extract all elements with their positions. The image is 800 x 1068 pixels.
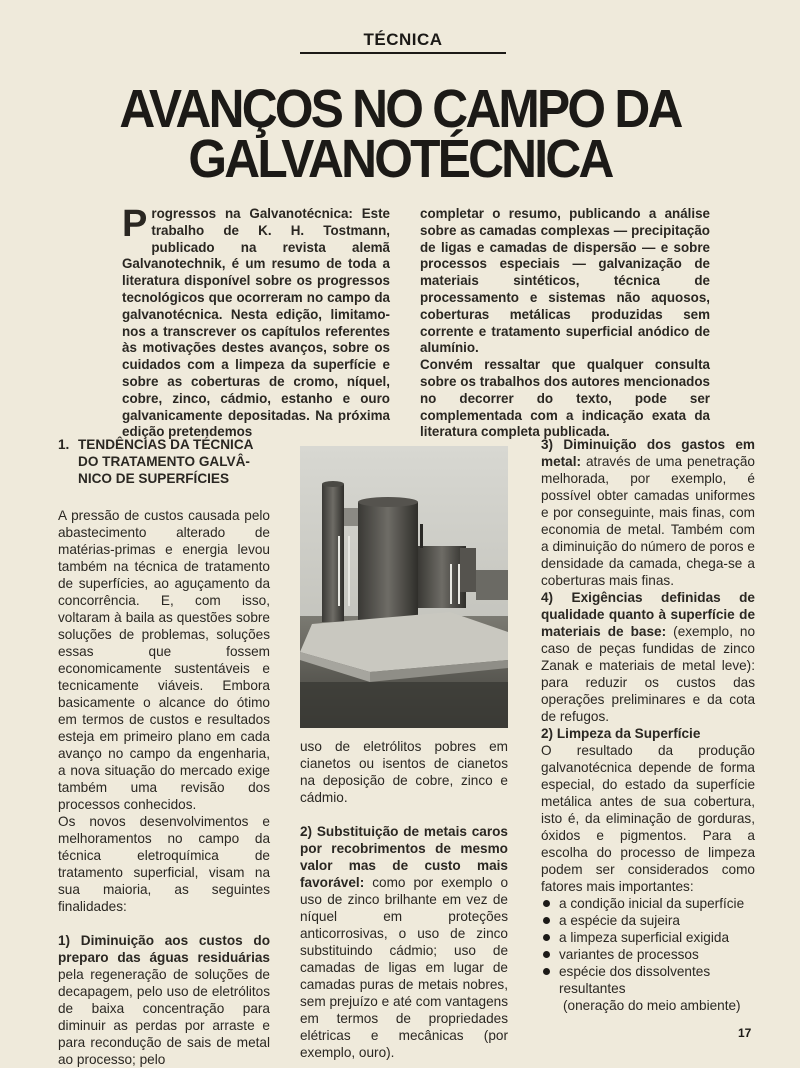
intro-left-column [122,203,390,441]
body-column-3 [541,436,755,1014]
paragraph: Os novos desenvolvimentos e melhoramentos no campo da técnica eletroquímica de tratamento superficial, visam na sua maioria, as seguintes finalidades: [58,814,270,914]
heading-line-1: TENDÊNCIAS DA TÉCNICA [78,437,254,452]
bullet-icon [543,934,550,941]
industrial-plant-photo [300,446,508,728]
intro-text-left: rogressos na Galvanotécnica: Este trabalho de K. H. Tostmann, publicado na revista alemã Galvanotechnik, é um resumo de toda a literatura disponível sobre os progressos tecnológicos que ocorreram no campo da galvanotécnica. Nesta edição, limitamo-nos a transcrever os capítulos referentes às motivações destes avanços, sobre os cuidados com a limpeza da superfície e sobre as coberturas de cromo, níquel, cobre, zinco, cádmio, estanho e ouro galvanicamente depositadas. Na próxima edição pretendemos [122,206,390,440]
section-label: TÉCNICA [300,30,506,54]
bullet-icon [543,917,550,924]
item-text: (exemplo, no caso de peças fundidas de zinco Zanak e materiais de metal leve): para reduzir os custos das operações preliminares e da cota de refugos. [541,624,755,724]
paragraph: uso de eletrólitos pobres em cianetos ou isentos de cianetos na deposição de cobre, zinco e cádmio. [300,739,508,805]
paragraph [58,932,270,1068]
bullet-icon [543,951,550,958]
paragraph [541,436,755,589]
list-item: a condição inicial da superfície [541,895,755,912]
item-text: pela regeneração de soluções de decapagem, pelo uso de eletrólitos de baixa concentração para diminuir as perdas por arraste e para recondução de sais de metal ao processo; pelo [58,967,270,1067]
page-number: 17 [738,1026,752,1040]
drop-cap: P [122,203,148,245]
paragraph [541,589,755,725]
factor-list [541,895,755,997]
list-item: a espécie da sujeira [541,912,755,929]
subsection-heading: 2) Limpeza da Superfície [541,726,701,741]
bullet-icon [543,900,550,907]
list-item: espécie dos dissolventes resultantes [541,963,755,997]
intro-text-right-2: Convém ressaltar que qualquer consulta sobre os trabalhos dos autores mencionados no decorrer do texto, pode ser complementada com a indicação exata da literatura completa publicada. [420,357,710,440]
item-heading: 4) Exigências definidas de qualidade quanto à superfície de materiais de base: [541,590,755,639]
bullet-icon [543,968,550,975]
article-title [69,79,731,189]
item-heading: 1) Diminuição aos custos do preparo das águas residuárias [58,933,270,965]
intro-text-right-1: completar o resumo, publicando a análise sobre as camadas complexas — precipitação de ligas e camadas de dispersão — e sobre processos especiais — galvanização de materiais sintéticos, técnica de processamento e sistemas não aquosos, coberturas metálicas produzidas sem corrente e tratamento superficial anódico de alumínio. [420,206,710,356]
heading-line-2: DO TRATAMENTO GALVÂ- [78,454,250,469]
intro-right-column [420,206,710,441]
title-line-2: GALVANOTÉCNICA [188,129,612,189]
item-heading: 2) Substituição de metais caros por recobrimentos de mesmo valor mas de custo mais favorável: [300,824,508,890]
heading-line-3: NICO DE SUPERFÍCIES [78,471,230,486]
list-continuation: (oneração do meio ambiente) [563,998,741,1013]
item-text: através de uma penetração melhorada, por exemplo, é possível obter camadas uniformes e por conseguinte, mais finas, com economia de metal. Também com a diminuição do número de poros e densidade da camada, chega-se a coberturas mais finas. [541,454,755,588]
paragraph: O resultado da produção galvanotécnica depende de forma especial, do estado da superfície metálica antes de sua cobertura, isto é, da eliminação de gorduras, óxidos e pigmentos. Para a escolha do processo de limpeza podem ser considerados como fatores mais importantes: [541,743,755,894]
item-text: como por exemplo o uso de zinco brilhante em vez de níquel em proteções anticorrosivas, o uso de zinco substituindo cádmio; uso de camadas de ligas em lugar de camadas puras de metais nobres, sem prejuízo e até com vantagens em termos de propriedades elétricas e mecânicas (por exemplo, ouro). [300,875,508,1060]
body-column-1 [58,436,270,1068]
paragraph [300,823,508,1061]
section-heading-number: 1. [58,437,70,452]
list-item: a limpeza superficial exigida [541,929,755,946]
item-heading: 3) Diminuição dos gastos em metal: [541,437,755,469]
title-line-1: AVANÇOS NO CAMPO DA [119,79,681,139]
section-heading [58,436,270,487]
list-item: variantes de processos [541,946,755,963]
paragraph: A pressão de custos causada pelo abastecimento alterado de matérias-primas e energia levou também na técnica de tratamento de superfícies, ao aguçamento da concorrência. E, com isso, voltaram à baila as questões sobre soluções de problemas, soluções essas que fossem economicamente sustentáveis e tecnicamente viáveis. Embora basicamente o alcance do ótimo em termos de custos e resultados esteja em primeiro plano em cada avanço no campo da engenharia, a nova situação do mercado exige também uma revisão dos processos conhecidos. [58,508,270,812]
body-column-2 [300,738,508,1061]
